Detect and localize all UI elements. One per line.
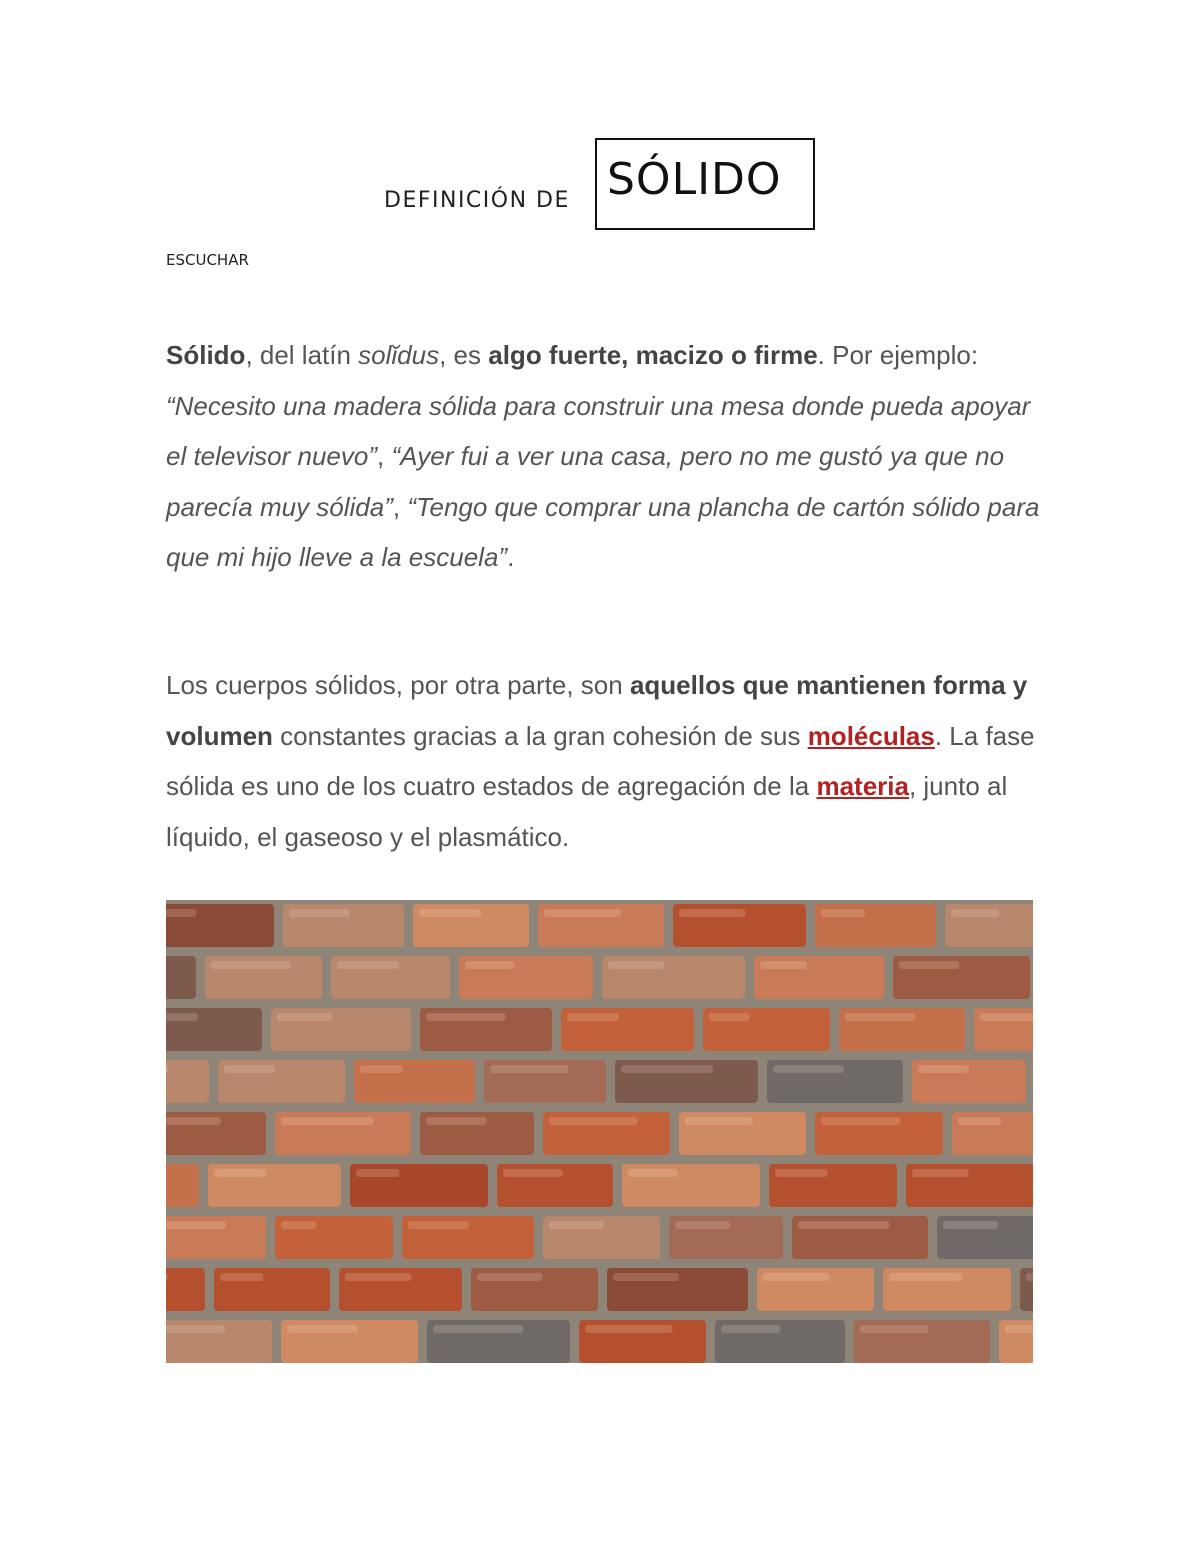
brick-highlight	[773, 1065, 844, 1073]
brick-highlight	[1026, 1273, 1033, 1281]
text-segment: ,	[377, 441, 392, 471]
brick-highlight	[912, 1169, 969, 1177]
brick-highlight	[685, 1117, 753, 1125]
brick-highlight	[585, 1325, 673, 1333]
text-segment: constantes gracias a la gran cohesión de sus	[272, 720, 808, 751]
brick-highlight	[503, 1169, 563, 1177]
brick	[166, 956, 196, 999]
brick-highlight	[477, 1273, 543, 1281]
brick-highlight	[426, 1117, 487, 1125]
brick-highlight	[408, 1221, 469, 1229]
brick	[166, 1164, 199, 1207]
brick-highlight	[709, 1013, 750, 1021]
brick-highlight	[211, 961, 291, 969]
brick-highlight	[166, 1221, 226, 1229]
brick-wall-image	[166, 900, 1033, 1363]
text-segment: ,	[392, 491, 408, 522]
brick-highlight	[958, 1117, 1001, 1125]
listen-link[interactable]: ESCUCHAR	[166, 251, 249, 269]
text-segment: . La fase sólida es uno de los cuatro estados de agregación de la	[166, 720, 1035, 801]
brick-highlight	[775, 1169, 828, 1177]
brick-highlight	[214, 1169, 266, 1177]
brick-highlight	[544, 909, 621, 917]
brick-highlight	[1005, 1325, 1033, 1333]
link-materia[interactable]: materia	[816, 771, 909, 801]
brick-highlight	[918, 1065, 969, 1073]
brick-highlight	[345, 1273, 411, 1281]
brick-highlight	[621, 1065, 713, 1073]
brick-highlight	[490, 1065, 568, 1073]
brick-highlight	[608, 961, 664, 969]
link-moleculas[interactable]: moléculas	[807, 720, 935, 751]
brick-highlight	[281, 1117, 374, 1125]
title-word: SÓLIDO	[607, 154, 782, 205]
text-segment: . Por ejemplo:	[817, 340, 979, 370]
brick-highlight	[899, 961, 959, 969]
brick-highlight	[549, 1221, 604, 1229]
brick-highlight	[763, 1273, 829, 1281]
brick-highlight	[426, 1013, 506, 1021]
brick-highlight	[821, 909, 865, 917]
brick-highlight	[860, 1325, 928, 1333]
bold-phrase: aquellos que mantienen forma y volumen	[166, 670, 1028, 751]
title-word-box	[595, 138, 815, 230]
text-segment: Los cuerpos sólidos, por otra parte, son	[166, 670, 630, 700]
brick-highlight	[613, 1273, 679, 1281]
brick-highlight	[951, 909, 999, 917]
brick-highlight	[679, 909, 745, 917]
brick-highlight	[549, 1117, 637, 1125]
brick-highlight	[337, 961, 399, 969]
brick-highlight	[721, 1325, 780, 1333]
brick-highlight	[980, 1013, 1033, 1021]
brick-highlight	[277, 1013, 332, 1021]
brick-highlight	[465, 961, 514, 969]
brick-highlight	[567, 1013, 619, 1021]
brick-highlight	[760, 961, 807, 969]
brick-highlight	[821, 1117, 900, 1125]
definition-paragraph	[166, 330, 1046, 583]
example-quote-3: “Tengo que comprar una plancha de cartón sólido para que mi hijo lleve a la escuela”	[166, 491, 1040, 572]
brick-highlight	[166, 909, 196, 917]
brick-highlight	[166, 1325, 225, 1333]
example-quote-2: “Ayer fui a ver una casa, pero no me gustó ya que no parecía muy sólida”	[166, 441, 1005, 522]
latin-term: solĭdus	[358, 340, 440, 370]
brick-highlight	[287, 1325, 358, 1333]
brick-highlight	[433, 1325, 523, 1333]
definition-bold: algo fuerte, macizo o firme	[488, 340, 818, 370]
brick-highlight	[419, 909, 481, 917]
brick-highlight	[675, 1221, 730, 1229]
brick-highlight	[845, 1013, 915, 1021]
text-segment: .	[507, 542, 515, 572]
brick-highlight	[628, 1169, 677, 1177]
brick-highlight	[166, 1117, 221, 1125]
brick-highlight	[289, 909, 350, 917]
solid-bodies-paragraph	[166, 660, 1046, 862]
text-segment: , es	[439, 340, 489, 370]
brick-highlight	[224, 1065, 276, 1073]
brick-highlight	[356, 1169, 399, 1177]
brick	[166, 1268, 205, 1311]
brick-highlight	[360, 1065, 403, 1073]
brick-highlight	[281, 1221, 316, 1229]
text-segment: , junto al líquido, el gaseoso y el plasmático.	[166, 771, 1008, 852]
brick-highlight	[798, 1221, 889, 1229]
text-segment: , del latín	[245, 340, 359, 370]
title-prefix: DEFINICIÓN DE	[384, 188, 570, 213]
brick-wall-drawing	[166, 900, 1033, 1363]
example-quote-1: “Necesito una madera sólida para construir una mesa donde pueda apoyar el televisor nuevo”	[166, 390, 1031, 471]
brick-highlight	[943, 1221, 998, 1229]
brick-highlight	[220, 1273, 263, 1281]
brick	[166, 1060, 209, 1103]
brick-highlight	[166, 1013, 198, 1021]
term-solido: Sólido	[166, 340, 246, 370]
brick-highlight	[889, 1273, 962, 1281]
